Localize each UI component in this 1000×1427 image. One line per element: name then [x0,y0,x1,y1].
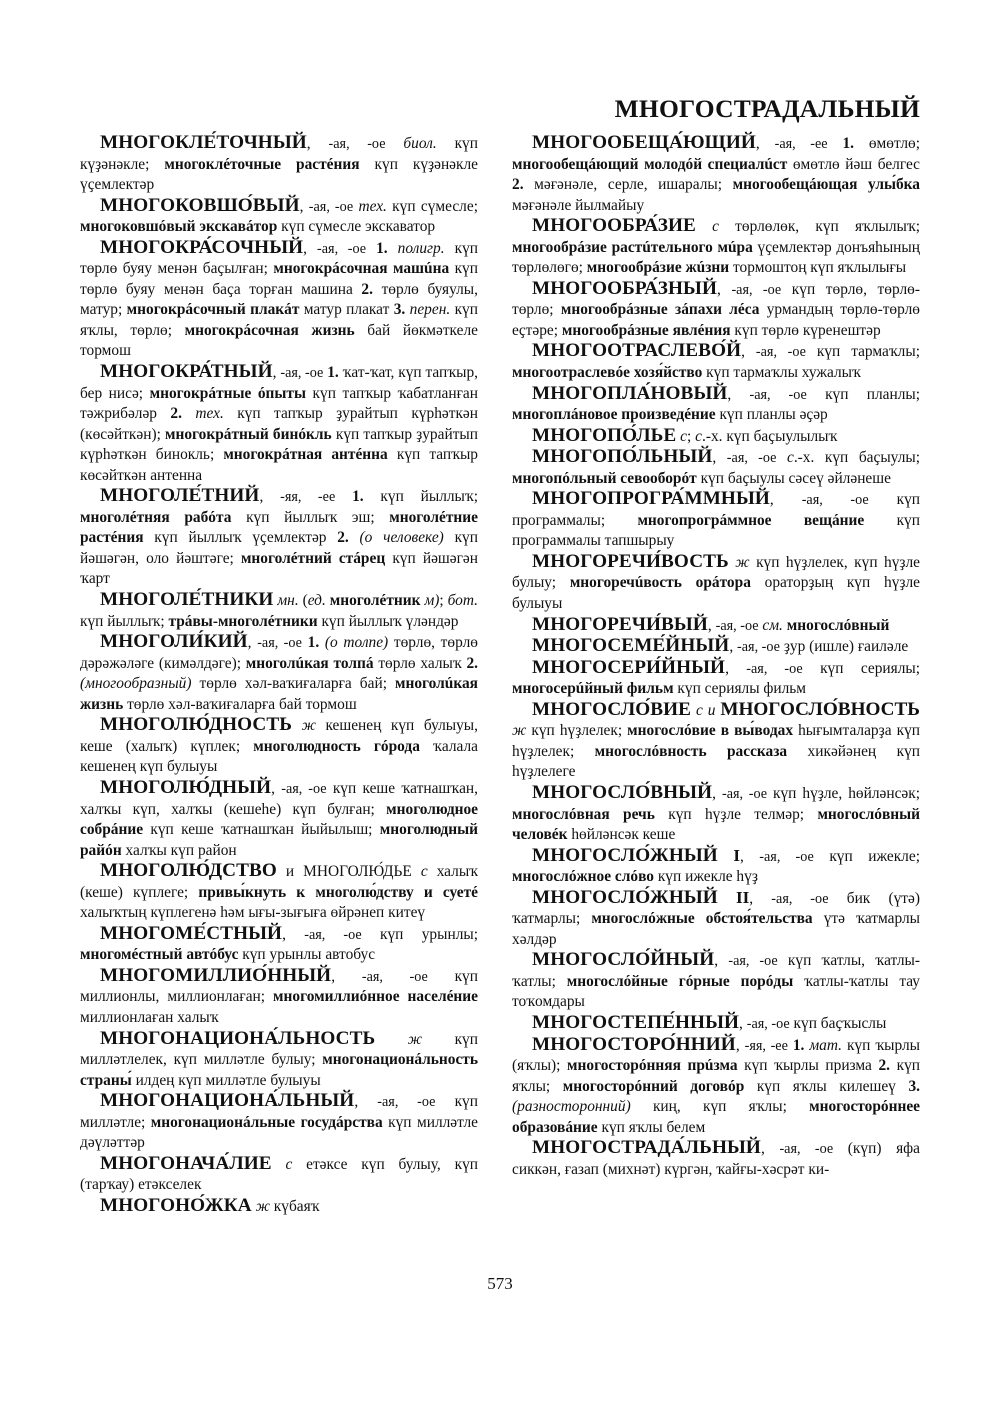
dictionary-entry [512,846,920,888]
entry-body: , -ая, -ое 1. полигр. күп төрлө буяу менән баҫылған; многокрáсочная машúна күп төрлө буяу менән баҫа торған машина 2. төрлө буяулы, матур; многокрáсочный плакáт матур плакат 3. перен. күп яҡлы, төрлө; многокрáсочная жизнь бай йөкмәткеле тормош [80,239,479,360]
illustrative-phrase: многокрáтный бинóкль [165,425,332,443]
entry-body: ж күбаяҡ [255,1197,320,1215]
entry-body: и МНОГОЛЮ́ДЬЕ с халыҡ (кеше) күплеге; привы́кнуть к многолю́дству и суетé халыҡтың күплегенә һәм ығы-зығыға өйрәнеп китеү [80,863,478,922]
headword: МНОГОНАЦИОНА́ЛЬНЫЙ [100,1090,355,1112]
usage-label: с [285,1155,293,1173]
illustrative-phrase: многослóйные гóрные порóды [566,972,794,990]
usage-label: с [712,218,719,236]
headword: МНОГОСТОРО́ННИЙ [532,1033,736,1055]
entry-body: , -ая, -ое күп баҫҡыслы [739,1014,887,1032]
illustrative-phrase: многосерúйный фильм [512,680,674,698]
illustrative-phrase: многослóвная речь [512,805,655,823]
dictionary-entry [80,1029,478,1092]
illustrative-phrase: многосторóнняя прúзма [567,1057,738,1075]
usage-label: разносторонний [517,1098,626,1116]
usage-label: (о [359,529,373,547]
usage-label: ж [735,553,750,571]
dictionary-entry [512,279,920,342]
grammatical-endings: -ая, -ое [746,660,803,677]
headword: МНОГОРЕЧИ́ВЫЙ [532,613,708,635]
illustrative-phrase: многолюдный райóн [80,821,478,859]
usage-label: перен. [409,301,451,319]
sense-number: 2. [361,280,373,298]
sense-number: 3. [908,1077,920,1095]
usage-label: многообразный [85,675,187,693]
headword: МНОГОНАЦИОНА́ЛЬНОСТЬ [100,1027,376,1049]
illustrative-phrase: многолúкая жизнь [80,675,478,713]
entry-body: , -ая, -ое ҙур (ишле) ғаиләле [729,638,909,656]
dictionary-entry [512,384,920,426]
grammatical-endings: -ая, -ое [281,780,327,797]
usage-label: тех. [195,405,224,423]
entry-body: ж күп милләтлелек, күп милләтле булыу; многонационáльность страны́ илдең күп милләтле булыуы [80,1030,478,1089]
grammatical-endings: -ая, -ое [328,136,386,152]
grammatical-endings: -яя, -ее [744,1037,788,1054]
grammatical-endings: -ая, -ое [746,1015,790,1032]
dictionary-entry [512,950,920,1013]
entry-body: ж күп һүҙлелек; многослóвие в вы́водах һығымталарҙа күп һүҙлелек; многослóвность рассказа хикәйәнең күп һүҙлелеге [512,722,921,781]
sense-number: 1. [307,634,320,652]
entry-body: , -ая, -ое күп урынлы; многомéстный автóбус күп урынлы автобус [80,925,478,964]
headword: МНОГОСЛО́ЖНЫЙ [532,886,718,908]
entry-body: мн. (ед. многолéтник м); бот. күп йыллыҡ; трáвы-многолéтники күп йыллыҡ үләндәр [80,592,478,630]
headword: МНОГООБРА́ЗИЕ [532,215,696,237]
dictionary-entry [512,426,920,448]
illustrative-phrase: многолюдное собрáние [80,800,478,839]
headword-secondary: МНОГОСЛО́ВНОСТЬ [720,698,920,720]
dictionary-entry [80,861,478,924]
grammatical-endings: -ая, -ое [755,344,806,361]
dictionary-entry [512,341,920,383]
headword: МНОГОПРОГРА́ММНЫЙ [532,488,770,510]
dictionary-entry [80,486,478,590]
dictionary-entry [80,778,478,861]
illustrative-phrase: многолюдность гóрода [253,737,420,755]
entry-body: , -ая, -ее 1. өмөтлө; многообещáющий молодóй специалúст өмөтлө йәш белгес 2. мәғәнәле, серле, ишаралы; многообещáющая улы́бка мәғәнәле йылмайыу [512,135,920,214]
headword: МНОГОЛЮ́ДНОСТЬ [100,714,293,736]
entry-body: с төрлөлөк, күп яҡлылыҡ; многообрáзие растúтельного мúра үҫемлектәр донъяһының төрлөлөгө; многообрáзие жúзни тормоштоң күп яҡлылығы [512,218,920,277]
illustrative-phrase: многокрáсочная жизнь [184,321,355,339]
sense-number: 2. [878,1057,891,1075]
headword: МНОГОЛЕ́ТНИЙ [100,485,260,507]
grammatical-endings: -ая, -ое [801,492,869,509]
entry-body: , -ая, -ое күп программалы; многопрогрáммное вещáние күп программалы тапшырыу [512,491,921,550]
dictionary-entry [80,715,478,778]
sense-number: 3. [393,301,406,319]
dictionary-entry [80,1196,478,1218]
dictionary-entry [80,238,478,362]
usage-label: ед. [307,592,326,610]
illustrative-phrase: многомéстный автóбус [80,946,239,964]
headword: МНОГОПЛА́НОВЫЙ [532,382,728,404]
headword: МНОГОКОВШО́ВЫЙ [100,194,300,216]
dictionary-entry [512,888,920,951]
grammatical-endings: -ая, -ое [728,953,778,970]
dictionary-entry [512,636,920,658]
grammatical-endings: -ая, -ое [317,240,367,257]
illustrative-phrase: многокрáтная антéнна [223,446,388,464]
grammatical-endings: -ая, -ое [737,639,780,656]
entry-body: , -ая, -ое күп планлы; многоплáновое произведéние күп планлы әҫәр [512,385,920,424]
illustrative-phrase: многолúкая толпá [245,654,374,672]
entry-body: , -ая, -ое тех. күп сүмесле; многоковшóвый экскавáтор күп сүмесле экскаватор [80,197,478,236]
sense-number: 2. [337,529,349,547]
usage-label: бот. [447,592,478,610]
usage-label: толпе) [343,634,389,652]
dictionary-entry [80,362,478,486]
dictionary-entry [512,658,920,700]
dictionary-entry [512,447,920,489]
usage-label: ж [407,1030,423,1048]
dictionary-entry [512,216,920,279]
dictionary-entry [512,1138,920,1180]
entry-body: , -ая, -ое күп милләтле; многонационáльные госудáрства күп милләтле дәүләттәр [80,1093,478,1152]
grammatical-endings: -ая, -ое [731,281,782,298]
entry-connector: с и [691,701,721,719]
headword: МНОГОМЕ́СТНЫЙ [100,922,283,944]
illustrative-phrase: многослóвный [786,616,890,634]
dictionary-entry [512,1035,920,1139]
usage-label: полигр. [397,239,445,257]
entry-body: , -ая, -ое күп төрлө, төрлө-төрлө; многообрáзные зáпахи лéса урмандың төрлө-төрлө еҫтәре; многообрáзные явлéния күп төрлө күренештәр [512,280,920,339]
entry-body: , -ая, -ое с.-х. күп баҫыулы; многопóльный севооборóт күп баҫыулы сәсеү әйләнеше [512,449,920,487]
right-text-column [512,133,920,1180]
grammatical-endings: -ая, -ое [257,635,302,652]
headword: МНОГОЛЮ́ДНЫЙ [100,776,272,798]
dictionary-entry [80,1091,478,1154]
usage-label: (многообразный) [80,675,192,693]
entry-body: , -ая, -ое (күп) яфа сиккән, ғазап (михнәт) күргән, ҡайғы-хәсрәт ки- [512,1140,920,1178]
illustrative-phrase: многокрáтные óпыты [149,384,307,402]
dictionary-entry [512,552,920,615]
usage-label: м) [424,592,440,610]
illustrative-phrase: трáвы-многолéтники [168,612,318,630]
dictionary-entry [80,1154,478,1196]
grammatical-endings: -ая, -ое [715,617,759,634]
grammatical-endings: -ая, -ое [759,848,814,865]
illustrative-phrase: многоклéточные растéния [164,155,360,173]
headword: МНОГОКРА́СОЧНЫЙ [100,236,304,258]
usage-label: человеке) [383,529,444,547]
grammatical-endings: -ая, -ое [749,386,807,403]
entry-body: , -ая, -ое күп ижекле; многослóжное слóво күп ижекле һүҙ [512,847,920,886]
homonym-marker: II [736,887,750,907]
illustrative-phrase: многопрогрáммное вещáние [637,511,865,529]
usage-label: с [786,449,794,467]
entry-body: , -ая, -ое күп сериялы; многосерúйный фильм күп сериялы фильм [512,659,920,698]
illustrative-phrase: многокрáсочная машúна [273,260,450,278]
sense-number: 1. [792,1036,805,1054]
sense-number: 1. [376,239,388,257]
headword: МНОГОСТЕПЕ́ННЫЙ [532,1011,740,1033]
entry-body: , -ая, -ое 1. (о толпе) төрлө, төрлө дәрәжәләге (кимәлдәге); многолúкая толпá төрлө халыҡ 2. (многообразный) төрлө хәл-ваҡиғаларға бай; многолúкая жизнь төрлө хәл-ваҡиғаларға бай тормош [80,634,478,713]
illustrative-phrase: многолéтник [329,592,421,610]
dictionary-entry [512,700,920,783]
dictionary-entry [80,924,478,966]
headword: МНОГОСЕРИ́ЙНЫЙ [532,656,726,678]
usage-label: (о [324,634,338,652]
illustrative-phrase: многоречúвость орáтора [569,574,751,592]
grammatical-endings: -ая, -ое [377,1094,436,1111]
headword: МНОГОМИЛЛИО́ННЫЙ [100,964,332,986]
illustrative-phrase: многообещáющая улы́бка [732,176,920,194]
sense-number: 1. [327,364,339,382]
usage-label: с [680,427,687,445]
headword: МНОГООТРАСЛЕВО́Й [532,340,742,362]
entry-body: , -ая, -ое бик (үтә) ҡатмарлы; многослóжные обстоя́тельства үтә ҡатмарлы хәлдәр [512,889,920,948]
grammatical-endings: -ая, -ое [280,365,324,382]
usage-label: мн. [277,592,299,610]
headword: МНОГОКРА́ТНЫЙ [100,361,273,383]
entry-body: , -ая, -ое күп кеше ҡатнашҡан, халҡы күп, халҡы (кешеһе) күп булған; многолюдное собрáние күп кеше ҡатнашҡан йыйылыш; многолюдный райóн халҡы күп район [80,779,478,859]
sense-number: 1. [842,135,854,152]
dictionary-entry [512,133,920,216]
entry-body: , -ая, -ое күп тармаҡлы; многоотраслевóе хозя́йство күп тармаҡлы хужалыҡ [512,343,920,382]
illustrative-phrase: привы́кнуть к многолю́дству и суетé [198,883,478,901]
illustrative-phrase: многосторóннее образовáние [512,1098,920,1136]
headword: МНОГОПО́ЛЬНЫЙ [532,446,713,468]
entry-body: , -ая, -ое күп ҡатлы, ҡатлы-ҡатлы; многослóйные гóрные порóды ҡатлы-ҡатлы тау тоҡомдары [512,952,921,1011]
headword: МНОГОСЛО́ВНЫЙ [532,781,713,803]
grammatical-endings: -ая, -ое [361,968,428,985]
entry-body: ж кешенең күп булыуы, кеше (халыҡ) күплек; многолюдность гóрода ҡалала кешенең күп булыуы [80,717,478,776]
illustrative-phrase: многослóвность рассказа [594,742,788,760]
grammatical-endings: -ая, -ое [304,926,362,943]
grammatical-endings: -ая, -ое [726,450,777,467]
entry-body: , -яя, -ее 1. мат. күп ҡырлы (яҡлы); многосторóнняя прúзма күп ҡырлы призма 2. күп яҡлы; многосторóнний договóр күп яҡлы килешеү 3. (разносторонний) киң, күп яҡлы; многосторóннее образовáние күп яҡлы белем [512,1036,921,1136]
grammatical-endings: -ая, -ое [779,1141,834,1158]
illustrative-phrase: многонационáльные госудáрства [150,1113,383,1131]
illustrative-phrase: многосторóнний договóр [562,1077,745,1095]
usage-label: ж [512,722,527,740]
dictionary-entry [80,966,478,1029]
grammatical-endings: -яя, -ее [280,489,336,506]
entry-body: , -ая, -ое 1. ҡат-ҡат, күп тапҡыр, бер нисә; многокрáтные óпыты күп тапҡыр ҡабатланған тәжрибәләр 2. тех. күп тапҡыр ҙурайтып күрһәткән (көсәйткән); многокрáтный бинóкль күп тапҡыр ҙурайтып күрһәткән бинокль; многокрáтная антéнна күп тапҡыр көсәйткән антенна [80,364,479,484]
entry-body: с етәксе күп булыу, күп (тарҡау) етәкселек [80,1155,479,1194]
illustrative-phrase: многолéтняя рабóта [80,508,232,526]
headword: МНОГООБРА́ЗНЫЙ [532,277,717,299]
headword: МНОГОСЛО́ЙНЫЙ [532,949,715,971]
dictionary-entry [512,615,920,637]
illustrative-phrase: многолéтние растéния [80,508,478,547]
dictionary-entry [80,133,478,196]
sense-number: 2. [466,654,478,672]
illustrative-phrase: многоотраслевóе хозя́йство [512,364,703,382]
usage-label: ж [301,717,316,735]
entry-body: , -ая, -ое биол. күп күҙәнәкле; многоклéточные растéния күп күҙәнәкле үҫемлектәр [80,135,479,194]
usage-label: см. [762,616,783,634]
running-head: МНОГОСТРАДАЛЬНЫЙ [614,94,920,123]
illustrative-phrase: многоковшóвый экскавáтор [80,218,278,236]
illustrative-phrase: многообрáзные явлéния [561,321,731,339]
left-text-column [80,133,478,1217]
usage-label: ж [255,1197,270,1215]
headword: МНОГОСТРАДА́ЛЬНЫЙ [532,1137,761,1159]
homonym-marker: I [733,845,740,865]
headword: МНОГОРЕЧИ́ВОСТЬ [532,550,729,572]
headword: МНОГОЛЕ́ТНИКИ [100,589,274,611]
headword: МНОГОСЛО́ВИЕ [532,698,692,720]
grammatical-endings: -ая, -ое [721,785,768,802]
entry-body: , -ая, -ое күп һүҙле, һөйләнсәк; многослóвная речь күп һүҙле телмәр; многослóвный человéк һөйләнсәк кеше [512,784,921,844]
dictionary-entry [512,1013,920,1035]
sense-number: 1. [352,488,364,506]
headword: МНОГОЛЮ́ДСТВО [100,860,277,882]
headword: МНОГООБЕЩА́ЮЩИЙ [532,132,756,153]
dictionary-entry [512,489,920,552]
illustrative-phrase: многопóльный севооборóт [512,469,697,487]
dictionary-entry [80,590,478,632]
sense-number: 2. [512,176,524,194]
dictionary-entry [512,783,920,846]
usage-label: тех. [358,197,387,215]
sense-number: 2. [170,405,182,423]
dictionary-entry [80,196,478,238]
headword: МНОГОПО́ЛЬЕ [532,424,677,446]
headword: МНОГОСЛО́ЖНЫЙ [532,844,718,866]
entry-body: , -яя, -ее 1. күп йыллыҡ; многолéтняя рабóта күп йыллыҡ эш; многолéтние растéния күп йыллыҡ үҫемлектәр 2. (о человеке) күп йәшәгән, оло йәштәге; многолéтний стáрец күп йәшәгән ҡарт [80,488,478,588]
illustrative-phrase: многообрáзие жúзни [586,259,730,277]
headword: МНОГОСЕМЕ́ЙНЫЙ [532,635,730,657]
headword: МНОГОНО́ЖКА [100,1194,252,1216]
usage-label: с [420,863,428,881]
entry-body: , -ая, -ое күп миллионлы, миллионлаған; многомиллиóнное населéние миллионлаған халыҡ [80,967,478,1026]
grammatical-endings: -ая, -ое [308,198,354,215]
usage-label: мат. [809,1036,843,1054]
illustrative-phrase: многомиллиóнное населéние [273,988,478,1006]
illustrative-phrase: многослóжные обстоя́тельства [591,910,813,928]
page-number: 573 [487,1274,513,1293]
illustrative-phrase: многослóжное слóво [512,868,654,886]
illustrative-phrase: многокрáсочный плакáт [126,301,300,319]
illustrative-phrase: многослóвный человéк [512,805,921,844]
illustrative-phrase: многолéтний стáрец [240,549,386,567]
illustrative-phrase: многообещáющий молодóй специалúст [512,155,788,173]
dictionary-entry [80,632,478,715]
usage-label: (разносторонний) [512,1098,631,1116]
entry-body: с; с.-х. күп баҫыулылыҡ [680,427,838,445]
illustrative-phrase: многонационáльность страны́ [80,1051,478,1089]
illustrative-phrase: многослóвие в вы́водах [627,722,794,740]
headword: МНОГОЛИ́КИЙ [100,631,248,653]
illustrative-phrase: многообрáзие растúтельного мúра [512,238,753,256]
entry-body: ж күп һүҙлелек, күп һүҙле булыу; многоречúвость орáтора ораторҙың күп һүҙле булыуы [512,553,920,613]
illustrative-phrase: многообрáзные зáпахи лéса [560,301,760,319]
grammatical-endings: -ая, -ое [771,890,829,907]
illustrative-phrase: многоплáновое произведéние [512,406,716,424]
entry-body: , -ая, -ое см. многослóвный [707,616,890,634]
headword: МНОГОКЛЕ́ТОЧНЫЙ [100,132,307,153]
usage-label: с [695,427,702,445]
grammatical-endings: -ая, -ее [774,136,828,152]
headword: МНОГОНАЧА́ЛИЕ [100,1152,272,1174]
usage-label: биол. [403,135,437,152]
